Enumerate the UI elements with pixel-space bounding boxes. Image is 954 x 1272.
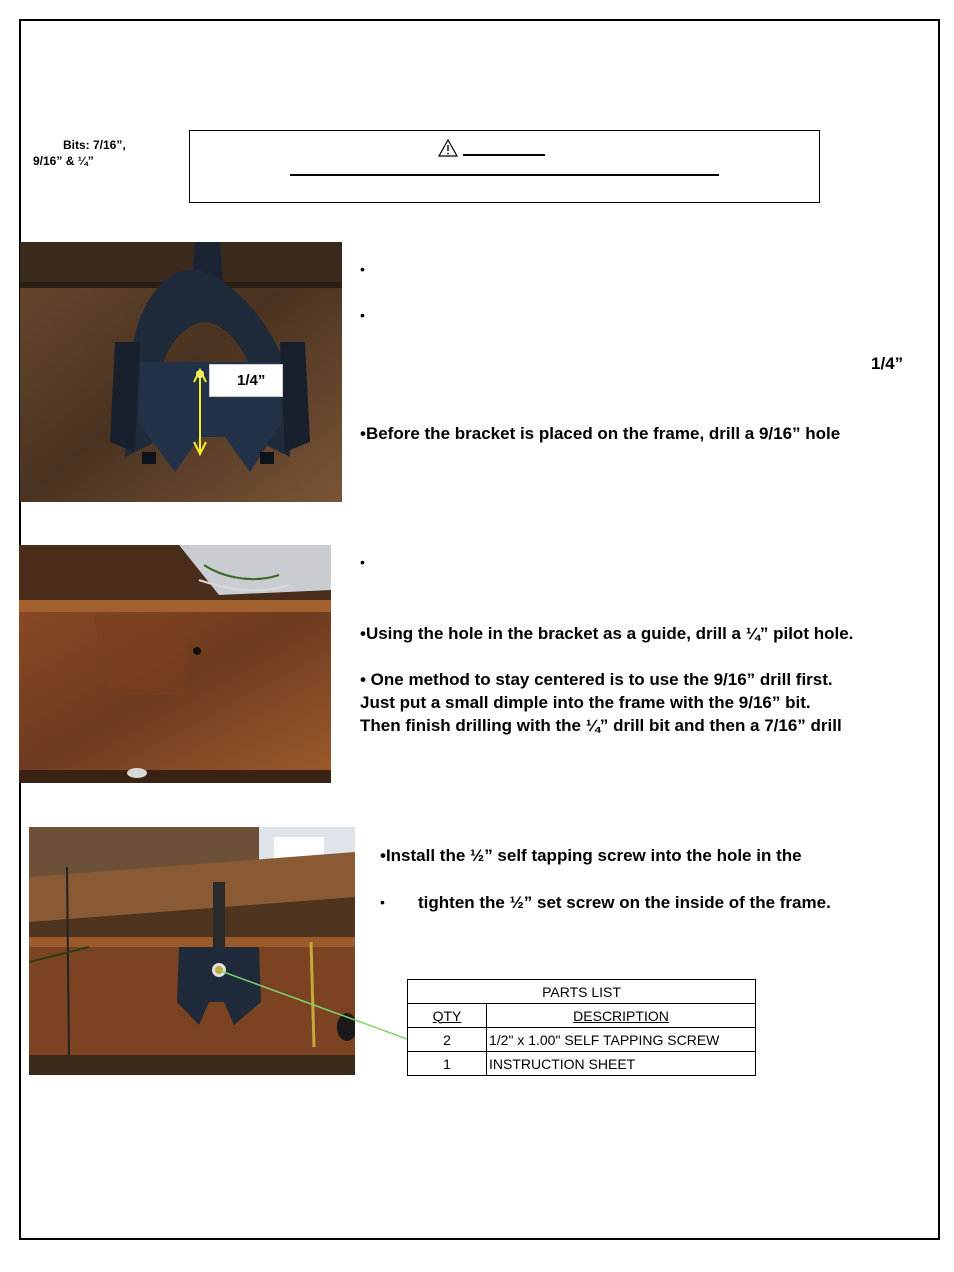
tools-required	[33, 137, 163, 169]
parts-header-description: DESCRIPTION	[487, 1004, 756, 1028]
parts-list-title: PARTS LIST	[408, 980, 756, 1004]
measurement-callout-text: 1/4”	[237, 372, 266, 389]
step1-bullet-1: •	[360, 261, 365, 277]
measurement-callout	[209, 364, 283, 397]
frame-hole-photo-image	[19, 545, 331, 783]
warning-box	[189, 130, 820, 203]
parts-description: INSTRUCTION SHEET	[487, 1052, 756, 1076]
parts-qty: 1	[408, 1052, 487, 1076]
table-row	[408, 1052, 756, 1076]
parts-qty: 2	[408, 1028, 487, 1052]
frame-hole-photo	[19, 545, 331, 783]
warning-text-underline	[290, 174, 719, 176]
step2-instruction-1: •Using the hole in the bracket as a guide, drill a ¼” pilot hole.	[360, 624, 854, 643]
step3-instruction-2: tighten the ½” set screw on the inside of the frame.	[418, 893, 831, 912]
step3-instruction-1: •Install the ½” self tapping screw into the hole in the	[380, 846, 802, 865]
warning-triangle-icon	[438, 139, 458, 157]
table-row	[408, 1028, 756, 1052]
parts-header-qty: QTY	[408, 1004, 487, 1028]
step2-bullet-1: •	[360, 554, 365, 570]
bracket-photo-image	[20, 242, 342, 502]
step1-instruction: •Before the bracket is placed on the frame, drill a 9/16” hole	[360, 424, 841, 443]
step3-bullet: •	[380, 894, 385, 910]
parts-description: 1/2" x 1.00" SELF TAPPING SCREW	[487, 1028, 756, 1052]
step1-bullet-2: •	[360, 307, 365, 323]
pointer-line	[210, 960, 410, 1042]
bracket-photo	[20, 242, 342, 502]
tools-line-1: Bits: 7/16”,	[63, 138, 126, 152]
step2-instruction-2-line-2: Just put a small dimple into the frame with the 9/16” bit.	[360, 693, 811, 712]
parts-list-table	[407, 979, 756, 1076]
step2-instruction-2-line-3: Then finish drilling with the ¼” drill bit and then a 7/16” drill	[360, 716, 842, 735]
step1-measurement-label: 1/4”	[871, 354, 904, 373]
tools-line-2: 9/16” & ¼”	[33, 154, 94, 168]
warning-heading-underline	[463, 154, 545, 156]
step2-instruction-2-line-1: • One method to stay centered is to use the 9/16” drill first.	[360, 670, 833, 689]
